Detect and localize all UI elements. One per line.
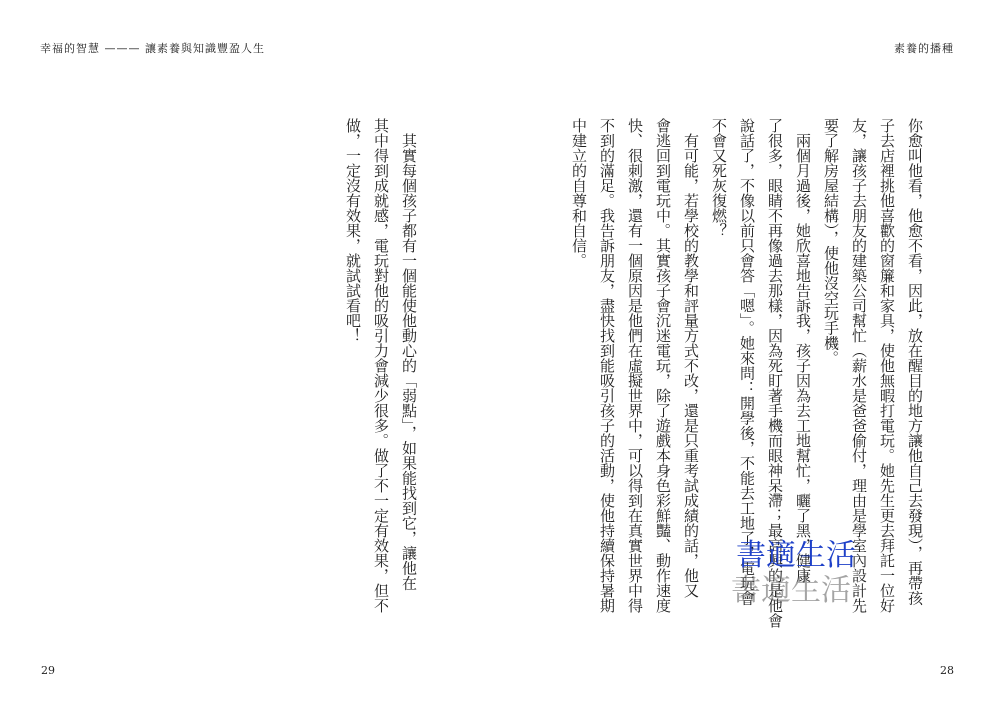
text-column: 快、很刺激，還有一個原因是他們在虛擬世界中，可以得到在真實世界中得 [626, 118, 644, 613]
text-column: 子去店裡挑他喜歡的窗簾和家具，使他無暇打電玩。她先生更去拜託一位好 [878, 118, 896, 613]
text-column: 友，讓孩子去朋友的建築公司幫忙（薪水是爸爸偷付，理由是學室內設計先 [850, 118, 868, 613]
page-number-right: 28 [940, 664, 954, 677]
running-header-book-title: 幸福的智慧 ——— 讓素養與知識豐盈人生 [40, 42, 265, 55]
text-column: 其中得到成就感，電玩對他的吸引力會減少很多。做了不一定有效果，但不 [372, 118, 390, 613]
text-column: 做，一定沒有效果，就試試看吧！ [344, 118, 362, 343]
text-column: 不到的滿足。我告訴朋友，盡快找到能吸引孩子的活動，使他持續保持暑期 [598, 118, 616, 613]
watermark-logo: 書適生活 [736, 538, 856, 573]
text-column: 要了解房屋結構），使他沒空玩手機。 [822, 118, 840, 366]
text-column: 說話了，不像以前只會答「嗯」。她來問：開學後，不能去工地了，電玩會 [738, 118, 756, 606]
text-column: 有可能，若學校的教學和評量方式不改，還是只重考試成績的話，他又 [682, 118, 700, 598]
text-column: 會逃回到電玩中。其實孩子會沉迷電玩，除了遊戲本身色彩鮮豔、動作速度 [654, 118, 672, 613]
text-column: 不會又死灰復燃？ [710, 118, 728, 238]
text-column: 了很多，眼睛不再像過去那樣，因為死盯著手機而眼神呆滯；最高興的是他會 [766, 118, 784, 628]
text-column: 兩個月過後，她欣喜地告訴我，孩子因為去工地幫忙，曬了黑，健康 [794, 118, 812, 583]
running-header-chapter-title: 素養的播種 [894, 42, 954, 55]
text-column: 中建立的自尊和自信。 [570, 118, 588, 268]
watermark-shadow: 書適生活 [731, 573, 851, 608]
page-number-left: 29 [41, 664, 55, 677]
text-column: 你愈叫他看，他愈不看，因此，放在醒目的地方讓他自己去發現），再帶孩 [906, 118, 924, 606]
text-column: 其實每個孩子都有一個能使他動心的「弱點」，如果能找到它，讓他在 [400, 118, 418, 591]
